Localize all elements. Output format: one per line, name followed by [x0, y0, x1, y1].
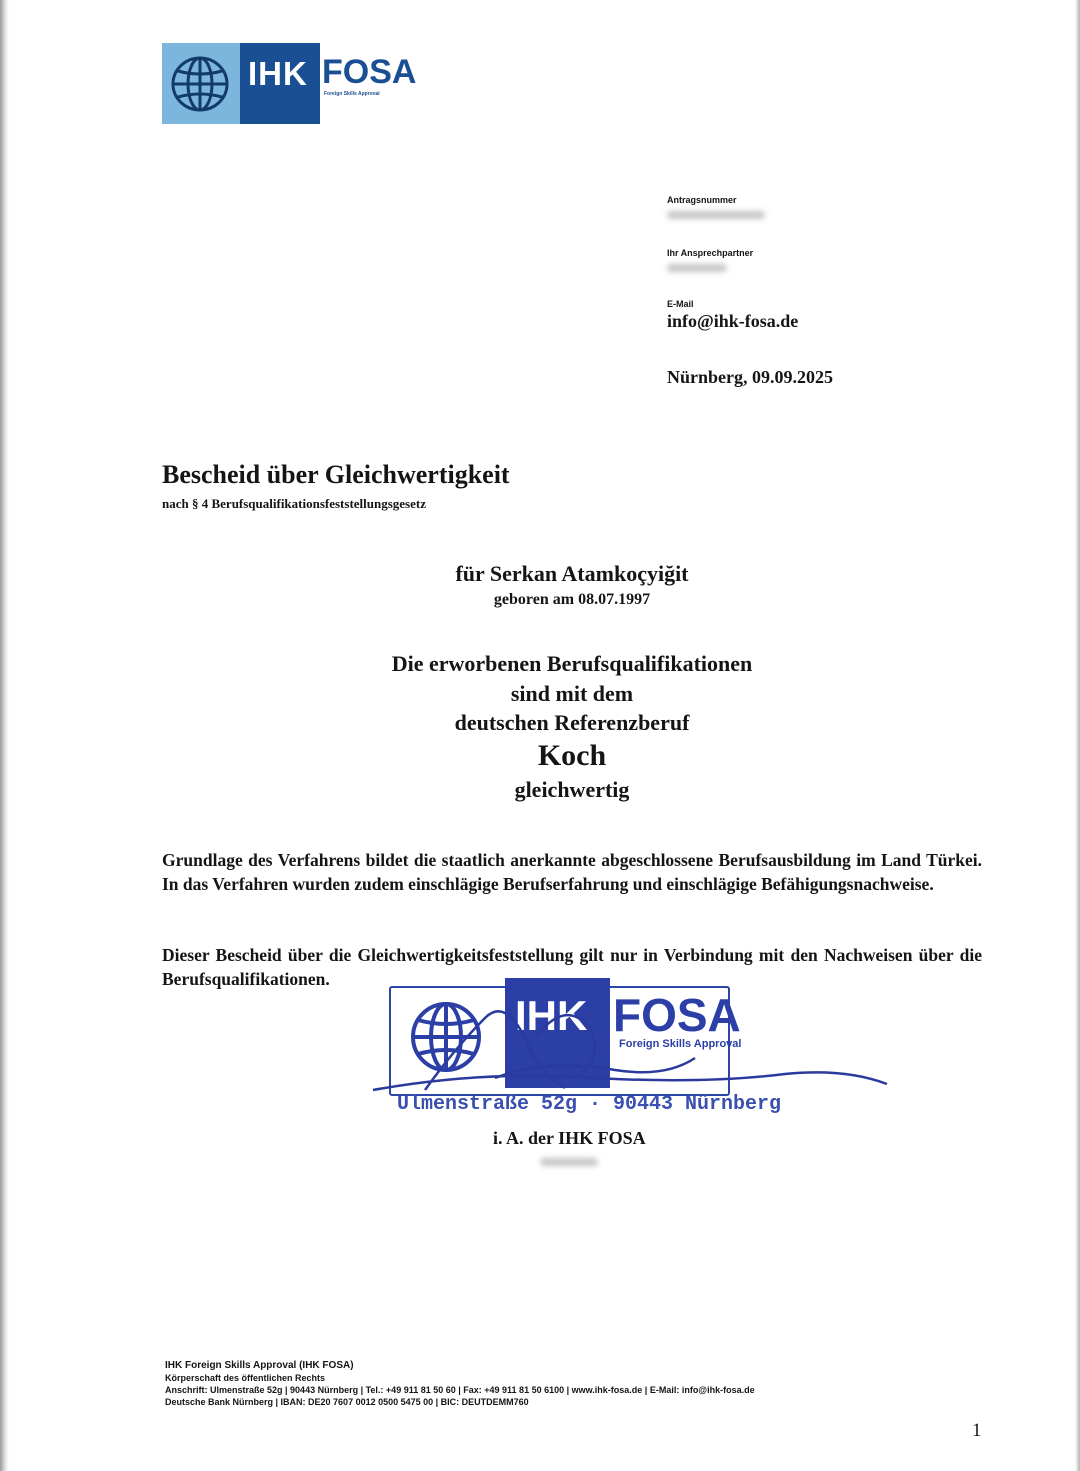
footer [165, 1360, 755, 1408]
email-value: info@ihk-fosa.de [667, 311, 799, 331]
decision-line-2: sind mit dem [510, 681, 634, 706]
stamp-tagline: Foreign Skills Approval [619, 1038, 742, 1050]
footer-contact: Anschrift: Ulmenstraße 52g | 90443 Nürnberg | Tel.: +49 911 81 50 60 | Fax: +49 911 81 50 6100 | www.ihk-fosa.de | E-Mail: info@ihk-fosa.de [165, 1385, 755, 1395]
logo-tagline: Foreign Skills Approval [324, 91, 380, 97]
signature-line: i. A. der IHK FOSA [493, 1128, 646, 1148]
footer-legal-form: Körperschaft des öffentlichen Rechts [165, 1373, 326, 1383]
logo-ihk-text: IHK [248, 55, 308, 92]
application-number-label: Antragsnummer [667, 195, 737, 205]
document-subtitle: nach § 4 Berufsqualifikationsfeststellungsgesetz [162, 496, 426, 511]
application-number-block [667, 195, 765, 224]
ihk-fosa-logo [162, 43, 417, 124]
decision-line-3: deutschen Referenzberuf [454, 710, 690, 735]
recipient-birthdate: geboren am 08.07.1997 [493, 591, 651, 608]
footer-bank: Deutsche Bank Nürnberg | IBAN: DE20 7607 0012 0500 5475 00 | BIC: DEUTDEMM760 [165, 1397, 529, 1407]
redacted-application-number [667, 211, 765, 219]
contact-block [667, 248, 753, 277]
email-block [667, 299, 798, 332]
decision-line-4: gleichwertig [514, 777, 630, 802]
official-stamp [365, 978, 895, 1128]
page-number: 1 [972, 1420, 982, 1441]
email-label: E-Mail [667, 299, 694, 309]
stamp-ihk-text: IHK [515, 992, 588, 1039]
redacted-contact-name [667, 264, 727, 272]
place-date: Nürnberg, 09.09.2025 [667, 367, 833, 387]
recipient-name: für Serkan Atamkoçyiğit [455, 561, 689, 586]
document-title: Bescheid über Gleichwertigkeit [162, 460, 510, 489]
globe-icon [170, 55, 230, 113]
redacted-signer-name [540, 1158, 598, 1166]
reference-profession: Koch [537, 739, 607, 772]
footer-organization: IHK Foreign Skills Approval (IHK FOSA) [165, 1360, 354, 1371]
stamp-address: Ulmenstraße 52g · 90443 Nürnberg [397, 1093, 782, 1116]
validity-paragraph: Dieser Bescheid über die Gleichwertigkeitsfeststellung gilt nur in Verbindung mit den Nachweisen über die Berufsqualifikationen. [162, 945, 982, 989]
basis-paragraph: Grundlage des Verfahrens bildet die staatlich anerkannte abgeschlossene Berufsausbildung im Land Türkei. In das Verfahren wurden zudem einschlägige Berufserfahrung und einschlägige Befähigungsnachweise. [162, 850, 982, 894]
logo-fosa-text: FOSA [322, 53, 417, 91]
stamp-fosa-text: FOSA [613, 989, 741, 1041]
contact-label: Ihr Ansprechpartner [667, 248, 754, 258]
decision-line-1: Die erworbenen Berufsqualifikationen [391, 651, 753, 676]
